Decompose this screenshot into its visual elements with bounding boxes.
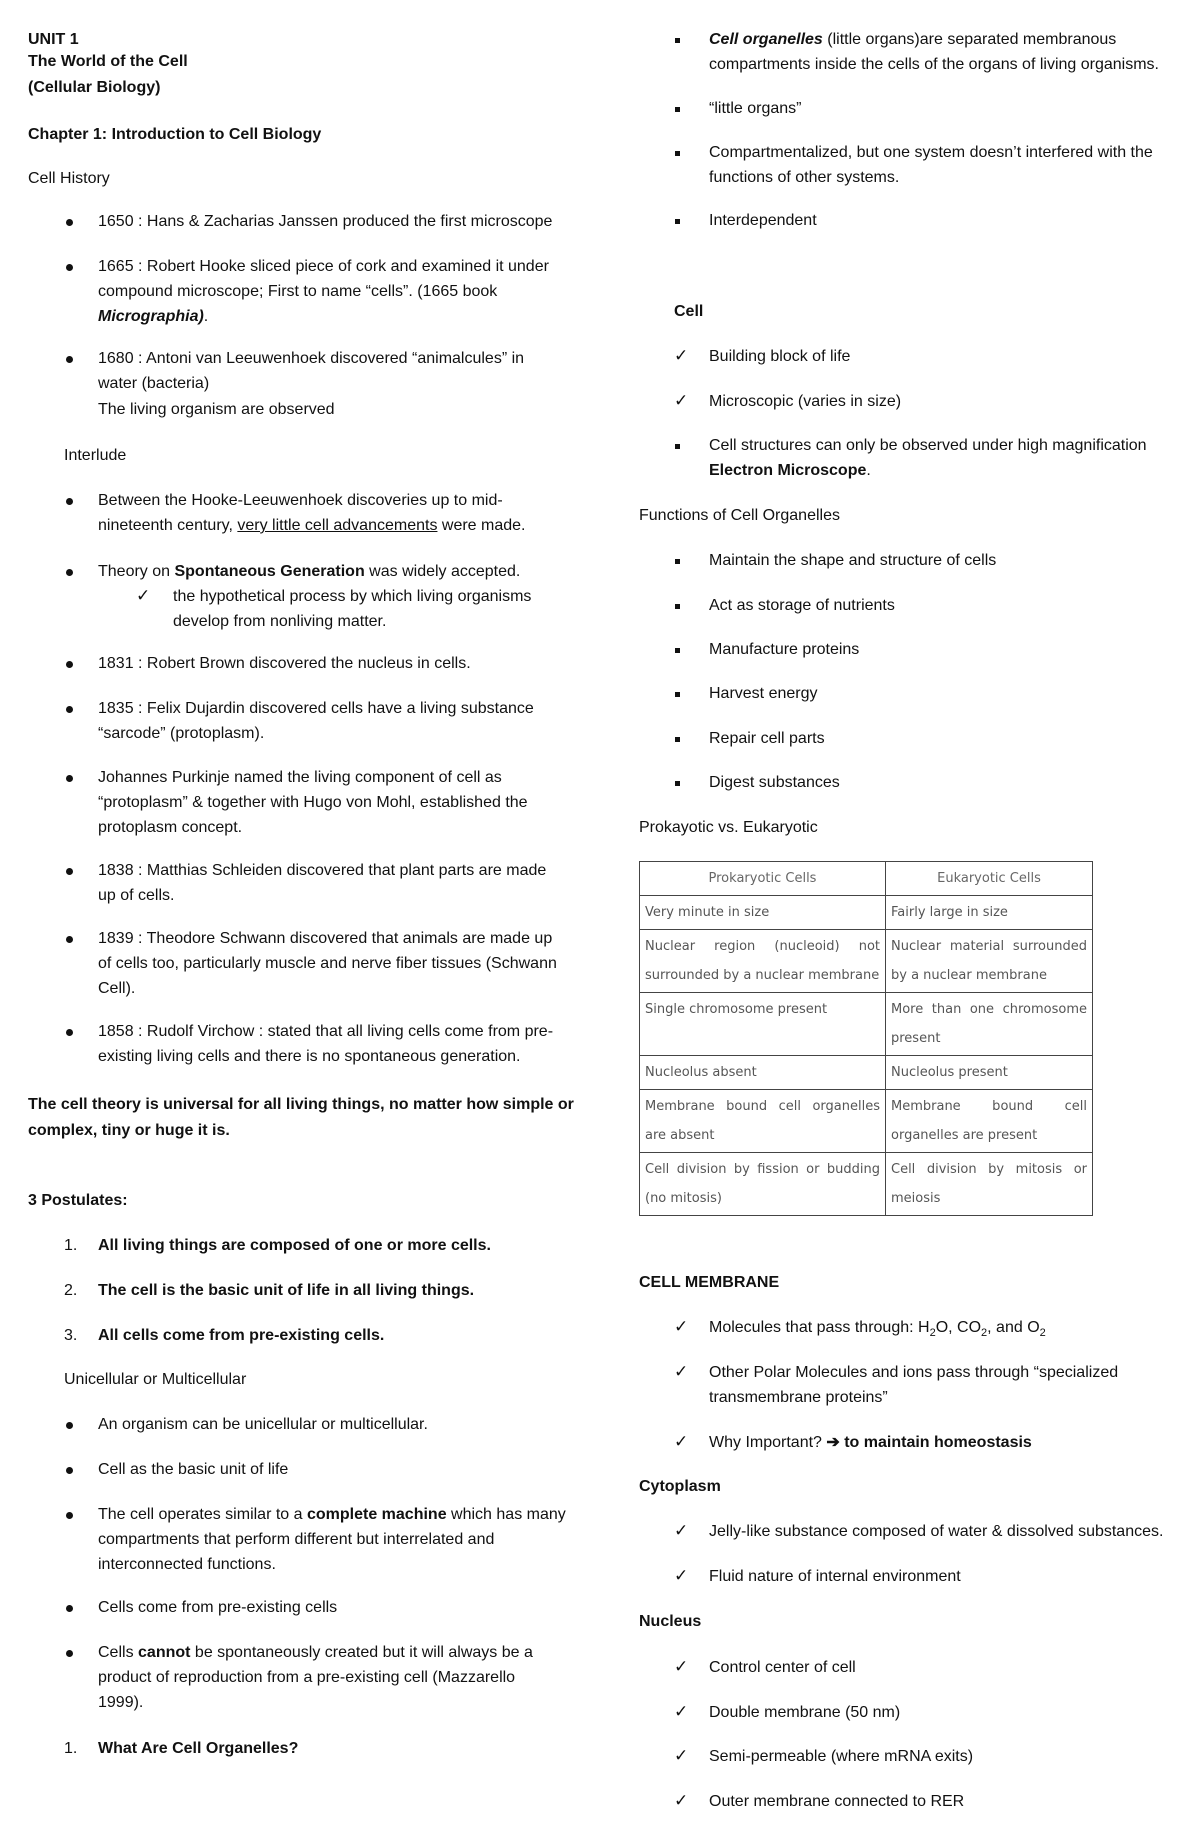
bullet-icon <box>66 219 73 226</box>
section-heading-nucleus: Nucleus <box>639 1613 702 1630</box>
list-item-cont: nineteenth century, very little cell advancements were made. <box>98 517 526 534</box>
list-item: Control center of cell <box>709 1659 856 1676</box>
list-item: Fluid nature of internal environment <box>709 1568 961 1585</box>
sub-list-item-cont: develop from nonliving matter. <box>173 613 387 630</box>
list-item: 1680 : Antoni van Leeuwenhoek discovered “animalcules” in <box>98 350 525 367</box>
table-row <box>640 896 1093 930</box>
list-item-cont: Micrographia). <box>98 308 209 325</box>
table-cell: Cell division by mitosis or meiosis <box>886 1153 1093 1216</box>
table-cell: Nucleolus present <box>886 1056 1093 1090</box>
list-item: 1839 : Theodore Schwann discovered that animals are made up <box>98 930 553 947</box>
bullet-icon <box>66 1512 73 1519</box>
list-item: Microscopic (varies in size) <box>709 393 902 410</box>
list-item: Digest substances <box>709 774 840 791</box>
table-cell: More than one chromosome present <box>886 993 1093 1056</box>
list-item-cont: Cell). <box>98 980 136 997</box>
cell-theory-statement: The cell theory is universal for all living things, no matter how simple or <box>28 1096 574 1113</box>
section-heading-cytoplasm: Cytoplasm <box>639 1478 721 1495</box>
list-item-cont: 1999). <box>98 1694 144 1711</box>
list-item: The cell operates similar to a complete machine which has many <box>98 1506 566 1523</box>
bullet-icon <box>66 1029 73 1036</box>
list-item: Cell structures can only be observed under high magnification <box>709 437 1147 454</box>
list-item: An organism can be unicellular or multicellular. <box>98 1416 428 1433</box>
bullet-icon <box>66 1467 73 1474</box>
book-title: Micrographia) <box>98 308 204 325</box>
table-cell: Cell division by fission or budding (no mitosis) <box>640 1153 886 1216</box>
list-item: Molecules that pass through: $H_2O$, $CO_2$, and $O_2$ <box>709 1319 1046 1340</box>
list-item-cont: The living organism are observed <box>98 401 335 418</box>
checkmark-icon: ✓ <box>674 1317 689 1336</box>
checkmark-icon: ✓ <box>674 391 689 410</box>
square-bullet-icon <box>675 737 680 742</box>
section-heading-history: Cell History <box>28 170 110 187</box>
table-cell: Single chromosome present <box>640 993 886 1056</box>
list-item: 1831 : Robert Brown discovered the nucleus in cells. <box>98 655 471 672</box>
list-item: Double membrane (50 nm) <box>709 1704 901 1721</box>
list-item: 1858 : Rudolf Virchow : stated that all living cells come from pre- <box>98 1023 554 1040</box>
checkmark-icon: ✓ <box>674 1746 689 1765</box>
checkmark-icon: ✓ <box>136 586 151 605</box>
list-item: Cells cannot be spontaneously created but it will always be a <box>98 1644 533 1661</box>
checkmark-icon: ✓ <box>674 1521 689 1540</box>
list-item-cont: product of reproduction from a pre-existing cell (Mazzarello <box>98 1669 516 1686</box>
list-item: 1838 : Matthias Schleiden discovered that plant parts are made <box>98 862 547 879</box>
list-item: Theory on Spontaneous Generation was widely accepted. <box>98 563 521 580</box>
list-item: 1650 : Hans & Zacharias Janssen produced the first microscope <box>98 213 553 230</box>
unit-subtitle: The World of the Cell <box>28 53 188 70</box>
list-item-cont: of cells too, particularly muscle and nerve fiber tissues (Schwann <box>98 955 557 972</box>
table-cell: Very minute in size <box>640 896 886 930</box>
table-cell: Membrane bound cell organelles are present <box>886 1090 1093 1153</box>
section-heading-comparison: Prokayotic vs. Eukaryotic <box>639 819 818 836</box>
list-item: 1665 : Robert Hooke sliced piece of cork and examined it under <box>98 258 549 275</box>
section-heading-cell: Cell <box>674 303 704 320</box>
list-item-cont: compartments that perform different but interrelated and <box>98 1531 495 1548</box>
bullet-icon <box>66 569 73 576</box>
bullet-icon <box>66 661 73 668</box>
square-bullet-icon <box>675 604 680 609</box>
checkmark-icon: ✓ <box>674 1657 689 1676</box>
arrow-right-icon: ➔ <box>826 1434 840 1451</box>
list-item: Why Important? ➔ to maintain homeostasis <box>709 1434 1032 1451</box>
cell-theory-statement-cont: complex, tiny or huge it is. <box>28 1122 230 1139</box>
bullet-icon <box>66 356 73 363</box>
list-item: Compartmentalized, but one system doesn’t interfered with the <box>709 144 1153 161</box>
list-number: 1. <box>64 1740 78 1757</box>
list-item: Cell as the basic unit of life <box>98 1461 289 1478</box>
sub-list-item: the hypothetical process by which living organisms <box>173 588 532 605</box>
list-item-cont: water (bacteria) <box>98 375 210 392</box>
list-item-cont: compartments inside the cells of the organs of living organisms. <box>709 56 1159 73</box>
bullet-icon <box>66 1650 73 1657</box>
section-heading-membrane: CELL MEMBRANE <box>639 1274 780 1291</box>
list-item: Semi-permeable (where mRNA exits) <box>709 1748 974 1765</box>
checkmark-icon: ✓ <box>674 346 689 365</box>
list-number: 2. <box>64 1282 78 1299</box>
list-item: Outer membrane connected to RER <box>709 1793 965 1810</box>
table-cell: Nuclear material surrounded by a nuclear membrane <box>886 930 1093 993</box>
square-bullet-icon <box>675 781 680 786</box>
square-bullet-icon <box>675 692 680 697</box>
bullet-icon <box>66 1422 73 1429</box>
list-item: Cells come from pre-existing cells <box>98 1599 338 1616</box>
list-item: Manufacture proteins <box>709 641 860 658</box>
square-bullet-icon <box>675 219 680 224</box>
list-item-cont: up of cells. <box>98 887 175 904</box>
table-header-cell: Eukaryotic Cells <box>886 862 1093 896</box>
list-item-cont: compound microscope; First to name “cells”. (1665 book <box>98 283 498 300</box>
table-header-row <box>640 862 1093 896</box>
square-bullet-icon <box>675 559 680 564</box>
list-item-cont: functions of other systems. <box>709 169 900 186</box>
unit-subtitle-2: (Cellular Biology) <box>28 79 161 96</box>
list-item: 1835 : Felix Dujardin discovered cells have a living substance <box>98 700 534 717</box>
table-header-cell: Prokaryotic Cells <box>640 862 886 896</box>
list-number: 3. <box>64 1327 78 1344</box>
postulate-item: The cell is the basic unit of life in all living things. <box>98 1282 475 1299</box>
checkmark-icon: ✓ <box>674 1432 689 1451</box>
bullet-icon <box>66 264 73 271</box>
list-item-cont: protoplasm concept. <box>98 819 243 836</box>
list-item: Act as storage of nutrients <box>709 597 895 614</box>
checkmark-icon: ✓ <box>674 1791 689 1810</box>
postulate-item: All cells come from pre-existing cells. <box>98 1327 385 1344</box>
list-item: Interdependent <box>709 212 817 229</box>
list-item: “little organs” <box>709 100 802 117</box>
list-item-cont: “protoplasm” & together with Hugo von Mohl, established the <box>98 794 528 811</box>
list-item: Jelly-like substance composed of water & dissolved substances. <box>709 1523 1164 1540</box>
square-bullet-icon <box>675 151 680 156</box>
square-bullet-icon <box>675 444 680 449</box>
list-item-cont: interconnected functions. <box>98 1556 276 1573</box>
table-cell: Membrane bound cell organelles are absent <box>640 1090 886 1153</box>
table-row <box>640 1153 1093 1216</box>
table-cell: Nuclear region (nucleoid) not surrounded by a nuclear membrane <box>640 930 886 993</box>
unit-title: UNIT 1 <box>28 31 79 48</box>
section-heading-interlude: Interlude <box>64 447 127 464</box>
checkmark-icon: ✓ <box>674 1702 689 1721</box>
square-bullet-icon <box>675 38 680 43</box>
list-item: Johannes Purkinje named the living component of cell as <box>98 769 502 786</box>
comparison-table <box>639 861 1093 1216</box>
list-item-cont: “sarcode” (protoplasm). <box>98 725 265 742</box>
question-heading: What Are Cell Organelles? <box>98 1740 299 1757</box>
bullet-icon <box>66 1605 73 1612</box>
list-item-cont: transmembrane proteins” <box>709 1389 888 1406</box>
bullet-icon <box>66 498 73 505</box>
bullet-icon <box>66 775 73 782</box>
list-number: 1. <box>64 1237 78 1254</box>
bullet-icon <box>66 936 73 943</box>
bullet-icon <box>66 868 73 875</box>
chapter-heading: Chapter 1: Introduction to Cell Biology <box>28 126 322 143</box>
table-row <box>640 930 1093 993</box>
list-item: Between the Hooke-Leeuwenhoek discoveries up to mid- <box>98 492 503 509</box>
list-item-cont: Electron Microscope. <box>709 462 871 479</box>
list-item: Maintain the shape and structure of cells <box>709 552 997 569</box>
table-cell: Fairly large in size <box>886 896 1093 930</box>
checkmark-icon: ✓ <box>674 1362 689 1381</box>
bullet-icon <box>66 706 73 713</box>
square-bullet-icon <box>675 107 680 112</box>
list-item: Harvest energy <box>709 685 818 702</box>
section-heading-functions: Functions of Cell Organelles <box>639 507 840 524</box>
list-item: Cell organelles (little organs)are separated membranous <box>709 31 1117 48</box>
table-row <box>640 1090 1093 1153</box>
table-row <box>640 1056 1093 1090</box>
square-bullet-icon <box>675 648 680 653</box>
checkmark-icon: ✓ <box>674 1566 689 1585</box>
postulate-item: All living things are composed of one or more cells. <box>98 1237 491 1254</box>
section-heading-unimulti: Unicellular or Multicellular <box>64 1371 247 1388</box>
table-cell: Nucleolus absent <box>640 1056 886 1090</box>
list-item: Other Polar Molecules and ions pass through “specialized <box>709 1364 1119 1381</box>
postulates-heading: 3 Postulates: <box>28 1192 128 1209</box>
list-item-cont: existing living cells and there is no spontaneous generation. <box>98 1048 521 1065</box>
list-item: Repair cell parts <box>709 730 825 747</box>
list-item: Building block of life <box>709 348 851 365</box>
table-row <box>640 993 1093 1056</box>
